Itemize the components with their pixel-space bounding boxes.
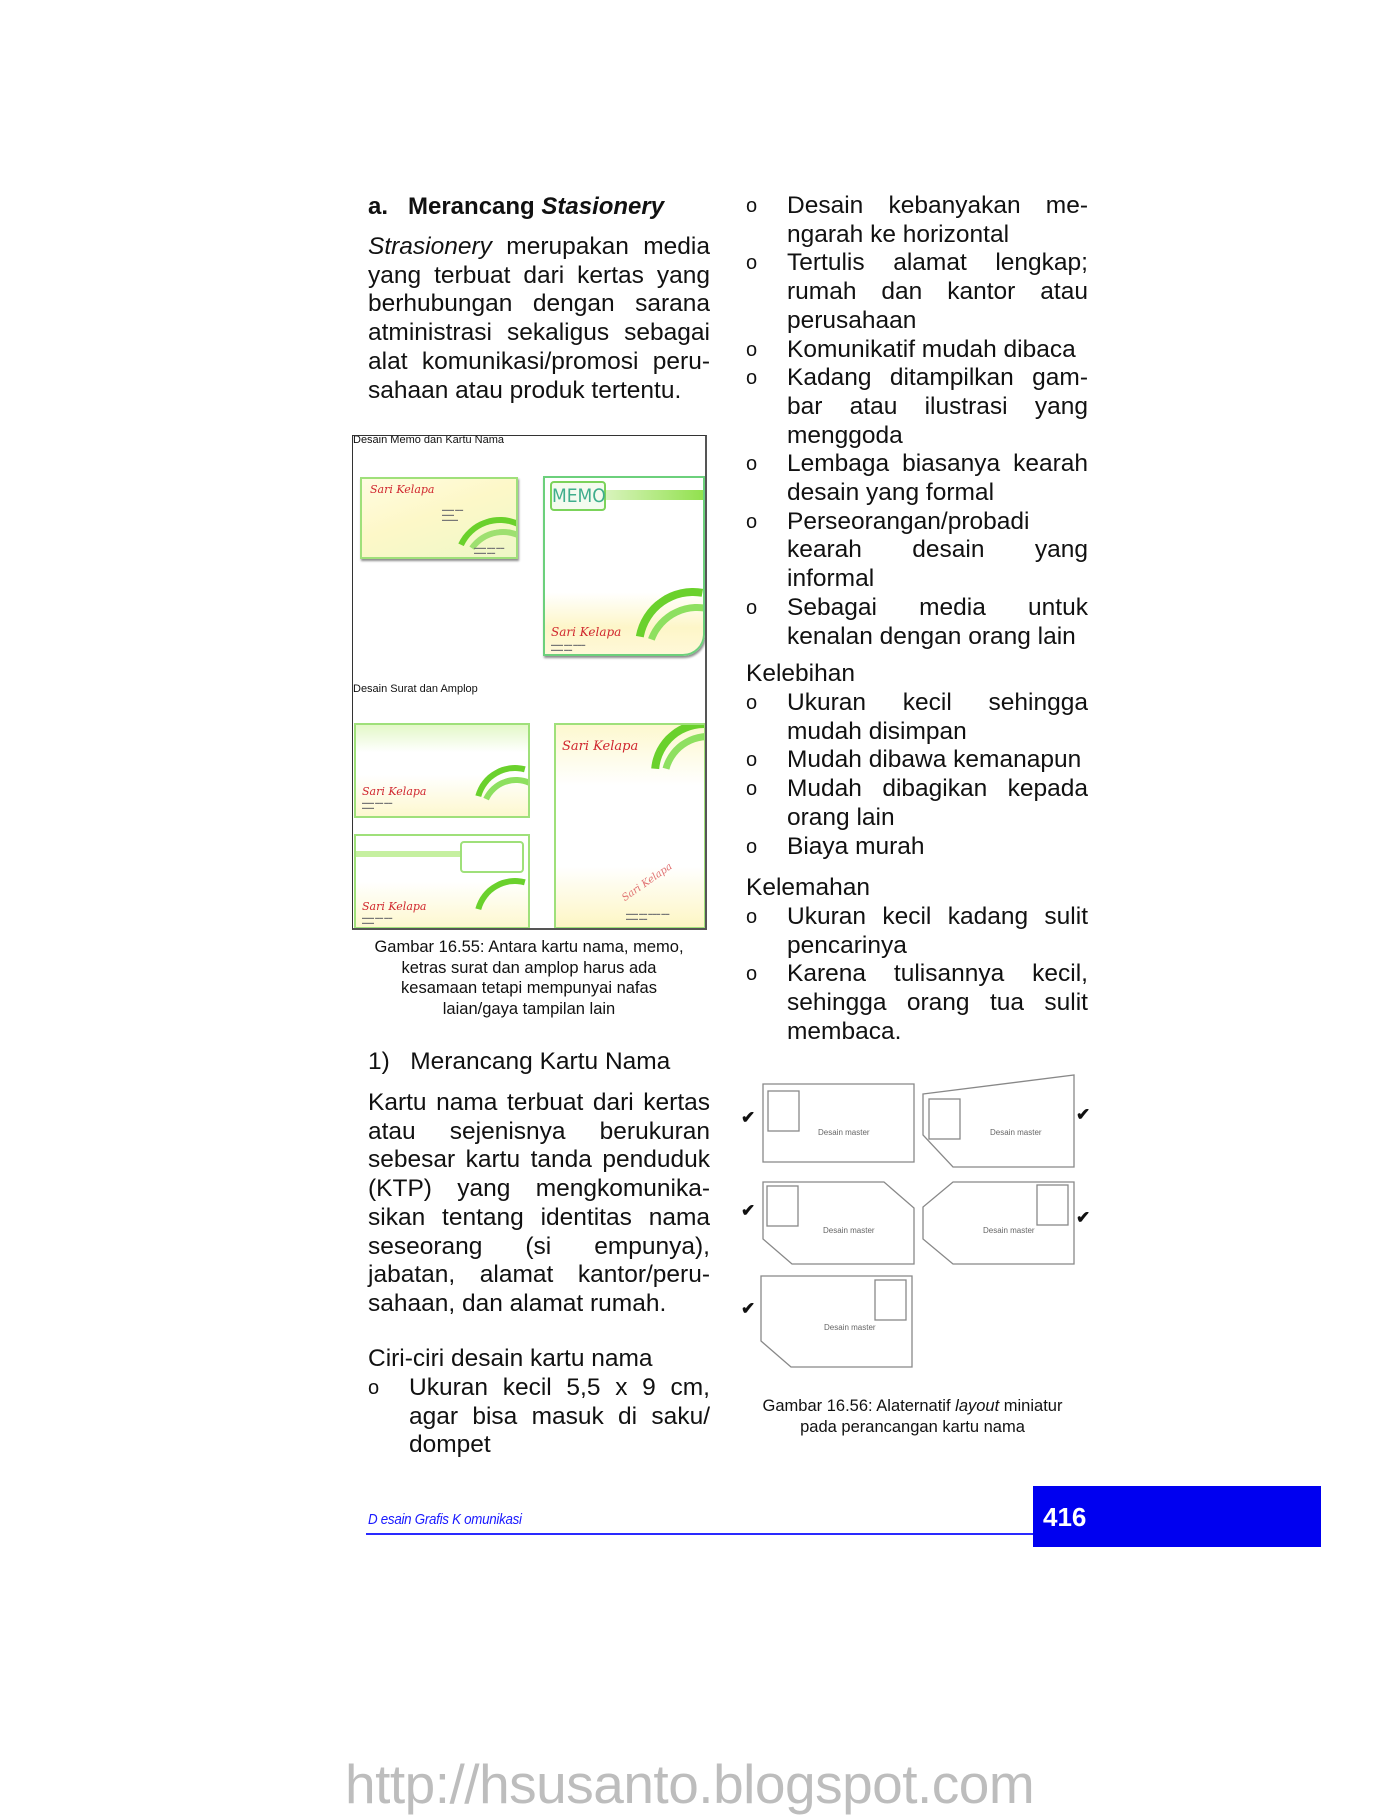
figure-layout-alternatives [735, 1065, 1090, 1380]
list-item: o Ukuran kecil sehingga mudah disimpan [746, 689, 1088, 745]
photo-placeholder-4 [1037, 1185, 1068, 1225]
section-title-italic: Stasionery [541, 193, 665, 220]
disadvantages-heading: Kelemahan [746, 874, 870, 901]
brand-logo: Sari Kelapa [551, 625, 622, 639]
features-list-left [368, 1374, 710, 1460]
business-card-image [360, 477, 518, 559]
envelope-address-text: ▬▬▬ ▬▬ ▬▬ ▬▬▬ [362, 915, 393, 925]
memo-address-text: ▬▬▬ ▬▬ ▬▬▬ ▬▬▬ ▬▬ [551, 642, 586, 652]
business-card-paragraph: Kartu nama terbuat dari kertas atau sejenisnya berukuran sebesar kartu tanda penduduk (KTP) yang mengkomunika- sikan tentang identitas nama seseorang (si empunya), jabatan, alamat kantor/peru- sahaan, dan alamat rumah. [368, 1089, 710, 1317]
list-item: o Lembaga biasanya kearah desain yang formal [746, 450, 1088, 507]
bullet-icon: o [746, 338, 758, 361]
section-number: a. [368, 193, 389, 220]
list-item: o Mudah dibawa kemanapun [746, 746, 1082, 774]
photo-placeholder-1 [768, 1091, 799, 1131]
page-number: 416 [1043, 1502, 1087, 1532]
bullet-icon: o [746, 835, 758, 858]
card-label: Desain master [824, 1323, 876, 1332]
footer-book-title: D esain Grafis K omunikasi [368, 1512, 522, 1528]
memo-header-bar [597, 490, 705, 500]
bullet-icon: o [746, 252, 758, 275]
intro-line: sahaan atau produk tertentu. [368, 376, 682, 404]
list-item: o Biaya murah [746, 832, 925, 860]
checkmark-icon: ✔ [1076, 1208, 1091, 1227]
list-item: o Kadang ditampilkan gam- bar atau ilustrasi yang menggoda [746, 364, 1088, 449]
bullet-icon: o [746, 596, 758, 619]
intro-line: berhubungan dengan sarana [368, 290, 710, 318]
figure-label-memo-card: Desain Memo dan Kartu Nama [353, 435, 505, 446]
intro-line: Strasionery merupakan media [368, 233, 710, 260]
card-name-text: ▬▬▬ ▬▬ ▬▬▬ ▬▬▬▬ [442, 507, 464, 522]
bullet-icon: o [746, 778, 758, 801]
envelope-address-text: ▬▬▬ ▬▬ ▬▬ ▬▬▬ [362, 800, 393, 810]
intro-line: yang terbuat dari kertas yang [368, 261, 710, 289]
features-list-right [746, 192, 1088, 651]
photo-placeholder-2 [929, 1099, 960, 1139]
bullet-icon: o [746, 367, 758, 390]
intro-line: atministrasi sekaligus sebagai [368, 319, 710, 347]
card-label: Desain master [823, 1226, 875, 1235]
card-label: Desain master [983, 1226, 1035, 1235]
brand-watermark: Sari Kelapa [620, 861, 675, 904]
bullet-icon: o [746, 510, 758, 533]
bullet-icon: o [746, 453, 758, 476]
brand-logo: Sari Kelapa [362, 785, 427, 798]
letterhead-address-text: ▬▬▬ ▬▬ ▬▬▬ ▬▬ ▬▬▬ ▬▬ [626, 911, 670, 921]
bullet-icon: o [746, 906, 758, 928]
intro-paragraph [368, 233, 710, 405]
card-label: Desain master [818, 1128, 870, 1137]
envelope-image [354, 723, 530, 818]
card-address-text: ▬▬▬ ▬▬ ▬▬ ▬▬▬ ▬▬ [474, 545, 505, 555]
advantages-list [746, 689, 1088, 861]
bullet-icon: o [746, 195, 758, 217]
figure-label-letter-envelope: Desain Surat dan Amplop [353, 683, 478, 695]
envelope-window [460, 841, 524, 873]
intro-term: Strasionery [368, 233, 492, 260]
features-heading: Ciri-ciri desain kartu nama [368, 1345, 653, 1372]
bullet-icon: o [368, 1377, 380, 1399]
list-item: o Mudah dibagikan kepada orang lain [746, 775, 1088, 831]
bullet-icon: o [746, 692, 758, 714]
letterhead-image [554, 723, 706, 929]
list-item: o Tertulis alamat lengkap; rumah dan kantor atau perusahaan [746, 249, 1088, 334]
checkmark-icon: ✔ [1076, 1105, 1091, 1124]
list-item: o Perseorangan/probadi kearah desain yang informal [746, 507, 1088, 593]
photo-placeholder-5 [875, 1280, 906, 1320]
section-title: Merancang [408, 193, 542, 220]
bullet-icon: o [746, 963, 758, 986]
figure-caption-16-56: Gambar 16.56: Alaternatif layout miniatur pada perancangan kartu nama [762, 1397, 1063, 1436]
subsection-heading: 1) Merancang Kartu Nama [368, 1048, 671, 1075]
watermark-url: http://hsusanto.blogspot.com [345, 1753, 1035, 1815]
figure-stationery [352, 435, 707, 930]
envelope-band [356, 851, 466, 857]
photo-placeholder-3 [767, 1186, 798, 1226]
envelope-image [354, 834, 530, 929]
list-item: o Karena tulisannya kecil, sehingga orang tua sulit membaca. [746, 960, 1088, 1045]
card-label: Desain master [990, 1128, 1042, 1137]
list-item: o Desain kebanyakan me- ngarah ke horizontal [746, 192, 1088, 248]
brand-logo: Sari Kelapa [562, 739, 639, 754]
intro-line: alat komunikasi/promosi peru- [368, 347, 710, 375]
list-item: o Sebagai media untuk kenalan dengan orang lain [746, 593, 1088, 650]
bullet-icon: o [746, 749, 758, 772]
layout-diagram-svg [735, 1065, 1090, 1380]
memo-title: MEMO [550, 481, 606, 511]
checkmark-icon: ✔ [741, 1299, 756, 1318]
disadvantages-list [746, 903, 1088, 1047]
list-item: o Ukuran kecil kadang sulit pencarinya [746, 903, 1088, 959]
brand-logo: Sari Kelapa [362, 900, 427, 913]
advantages-heading: Kelebihan [746, 660, 855, 687]
brand-logo: Sari Kelapa [370, 483, 435, 496]
figure-caption-16-55: Gambar 16.55: Antara kartu nama, memo, ketras surat dan amplop harus ada kesamaan tetapi mempunyai nafas laian/gaya tampilan lain [374, 938, 684, 1018]
checkmark-icon: ✔ [741, 1108, 756, 1127]
checkmark-icon: ✔ [741, 1201, 756, 1220]
footer-rule [366, 1533, 1034, 1535]
list-item: o Ukuran kecil 5,5 x 9 cm, agar bisa masuk di saku/ dompet [368, 1374, 710, 1459]
memo-image [543, 476, 705, 656]
list-item: o Komunikatif mudah dibaca [746, 335, 1076, 363]
section-heading [368, 193, 664, 221]
